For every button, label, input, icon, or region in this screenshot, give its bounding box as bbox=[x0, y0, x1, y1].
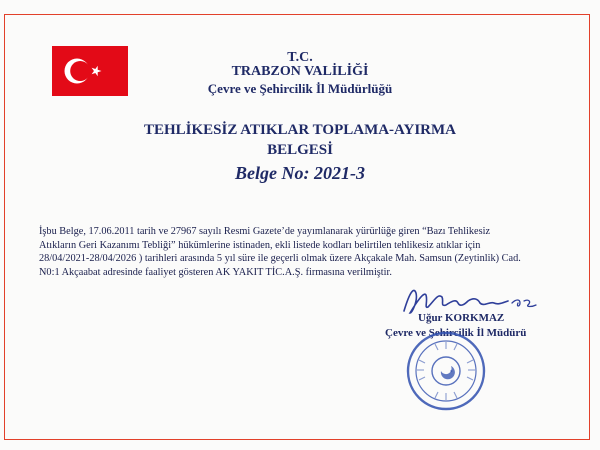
body-line-2: Atıkların Geri Kazanımı Tebliği” hükümlerine istinaden, ekli listede kodları belirtilen tehlikesiz atıklar için bbox=[39, 239, 481, 251]
body-line-1: İşbu Belge, 17.06.2011 tarih ve 27967 sayılı Resmi Gazete’de yayımlanarak yürürlüğe giren “Bazı Tehlikesiz bbox=[39, 226, 491, 237]
body-line-3: 28/04/2021-28/04/2026 ) tarihleri arasında 5 yıl süre ile geçerli olmak üzere Akçakale Mah. Samsun (Zeytinlik) Cad. bbox=[39, 253, 521, 264]
document-number: Belge No: 2021-3 bbox=[235, 163, 365, 183]
header-tc: T.C. bbox=[287, 50, 313, 65]
header-department: Çevre ve Şehircilik İl Müdürlüğü bbox=[207, 81, 393, 96]
official-seal-stamp bbox=[405, 330, 487, 412]
certificate-title-line2: BELGESİ bbox=[267, 142, 333, 158]
signatory-name: Uğur KORKMAZ bbox=[418, 312, 505, 324]
body-line-4: N0:1 Akçaabat adresinde faaliyet gösteren AK YAKIT TİC.A.Ş. firmasına verilmiştir. bbox=[39, 266, 392, 278]
signatory-title: Çevre ve Şehircilik İl Müdürü bbox=[385, 327, 527, 339]
certificate-body bbox=[39, 225, 567, 279]
certificate-title-line1: TEHLİKESİZ ATIKLAR TOPLAMA-AYIRMA bbox=[143, 122, 456, 138]
header-governorship: TRABZON VALİLİĞİ bbox=[231, 64, 369, 79]
